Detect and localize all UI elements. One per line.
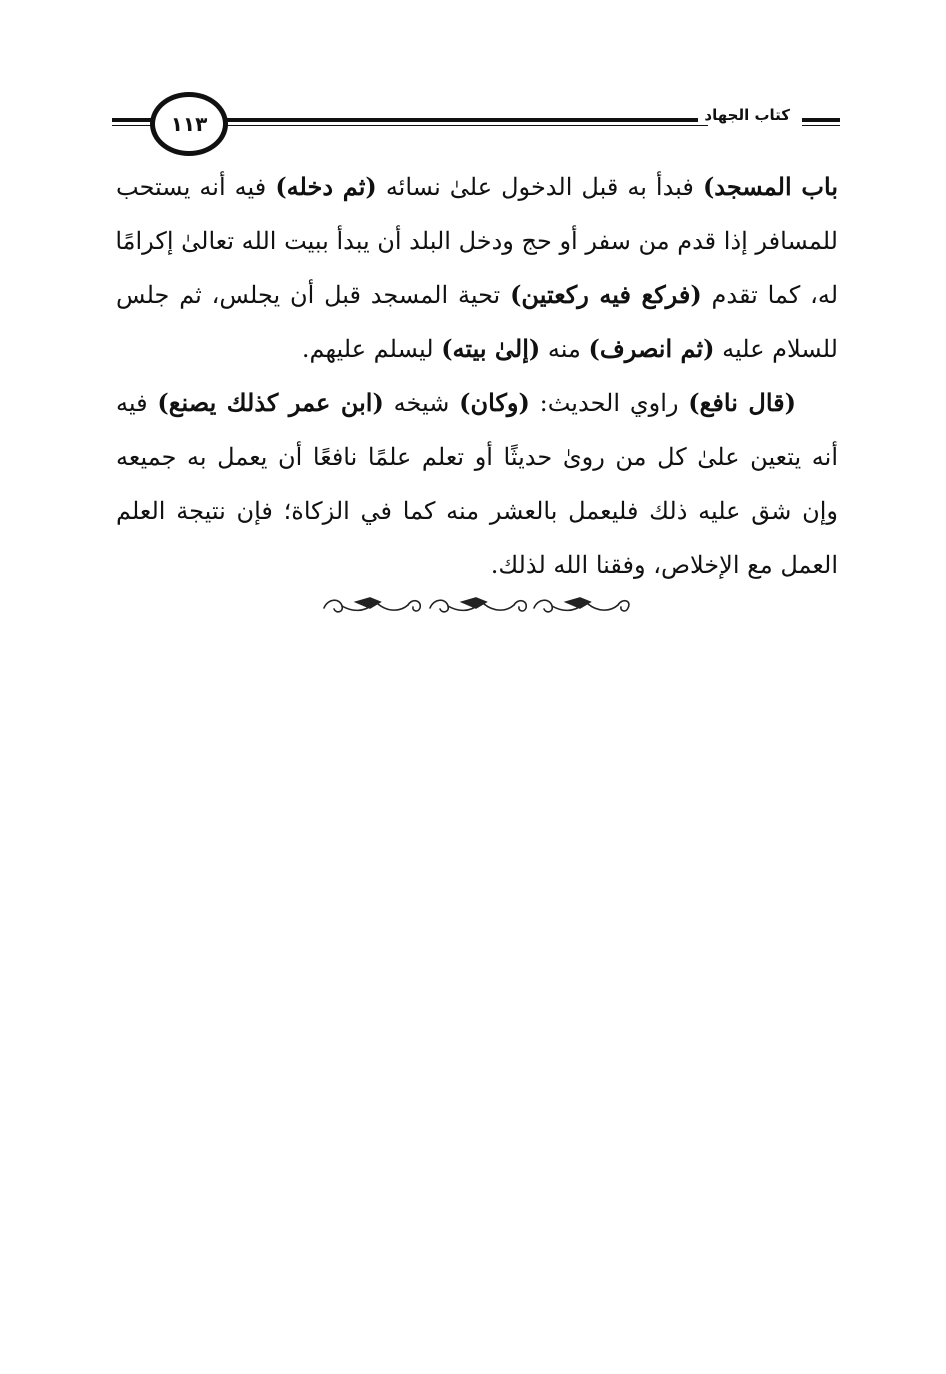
header-rule bbox=[204, 118, 708, 122]
text-run: فبدأ به قبل الدخول علىٰ نسائه bbox=[376, 173, 703, 201]
text-line: أنه يتعين علىٰ كل من روىٰ حديثًا أو تعلم علمًا نافعًا أن يعمل به جميعه bbox=[116, 443, 838, 471]
text-run: منه bbox=[540, 335, 589, 363]
header-rule-thin bbox=[204, 125, 708, 126]
text-line bbox=[116, 376, 838, 430]
text-line bbox=[116, 160, 838, 214]
running-title: كتاب الجهاد bbox=[698, 106, 796, 124]
bold-phrase: (فركع فيه ركعتين) bbox=[510, 280, 702, 309]
text-line: للمسافر إذا قدم من سفر أو حج ودخل البلد أن يبدأ ببيت الله تعالىٰ إكرامًا bbox=[115, 227, 838, 255]
bold-phrase: (ابن عمر كذلك يصنع) bbox=[157, 388, 384, 417]
bold-phrase: باب المسجد) bbox=[702, 172, 838, 201]
text-run: راوي الحديث: bbox=[529, 389, 689, 417]
text-line: العمل مع الإخلاص، وفقنا الله لذلك. bbox=[490, 551, 838, 579]
page-number: ١١٣ bbox=[170, 112, 208, 136]
bold-phrase: (ثم دخله) bbox=[275, 172, 377, 201]
header-rule-right bbox=[802, 118, 840, 122]
bold-phrase: (قال نافع) bbox=[688, 388, 797, 417]
text-run: شيخه bbox=[383, 389, 460, 417]
text-run: للسلام عليه bbox=[714, 335, 838, 363]
text-line: وإن شق عليه ذلك فليعمل بالعشر منه كما في الزكاة؛ فإن نتيجة العلم bbox=[116, 497, 838, 525]
text-run: تحية المسجد قبل أن يجلس، ثم جلس bbox=[116, 281, 511, 309]
text-line bbox=[116, 322, 838, 376]
bold-phrase: (وكان) bbox=[459, 388, 530, 417]
bold-phrase: (ثم انصرف) bbox=[588, 334, 715, 363]
body-text bbox=[116, 160, 838, 592]
text-run: ليسلم عليهم. bbox=[301, 335, 442, 363]
text-run: له، كما تقدم bbox=[701, 281, 839, 309]
bold-phrase: (إلىٰ بيته) bbox=[441, 334, 541, 363]
ornament-divider-icon bbox=[318, 588, 630, 622]
text-line bbox=[116, 268, 838, 322]
text-run: فيه أنه يستحب bbox=[116, 173, 276, 201]
page-number-oval bbox=[150, 92, 228, 156]
header-rule-right-thin bbox=[802, 125, 840, 126]
text-run: فيه bbox=[116, 389, 158, 417]
